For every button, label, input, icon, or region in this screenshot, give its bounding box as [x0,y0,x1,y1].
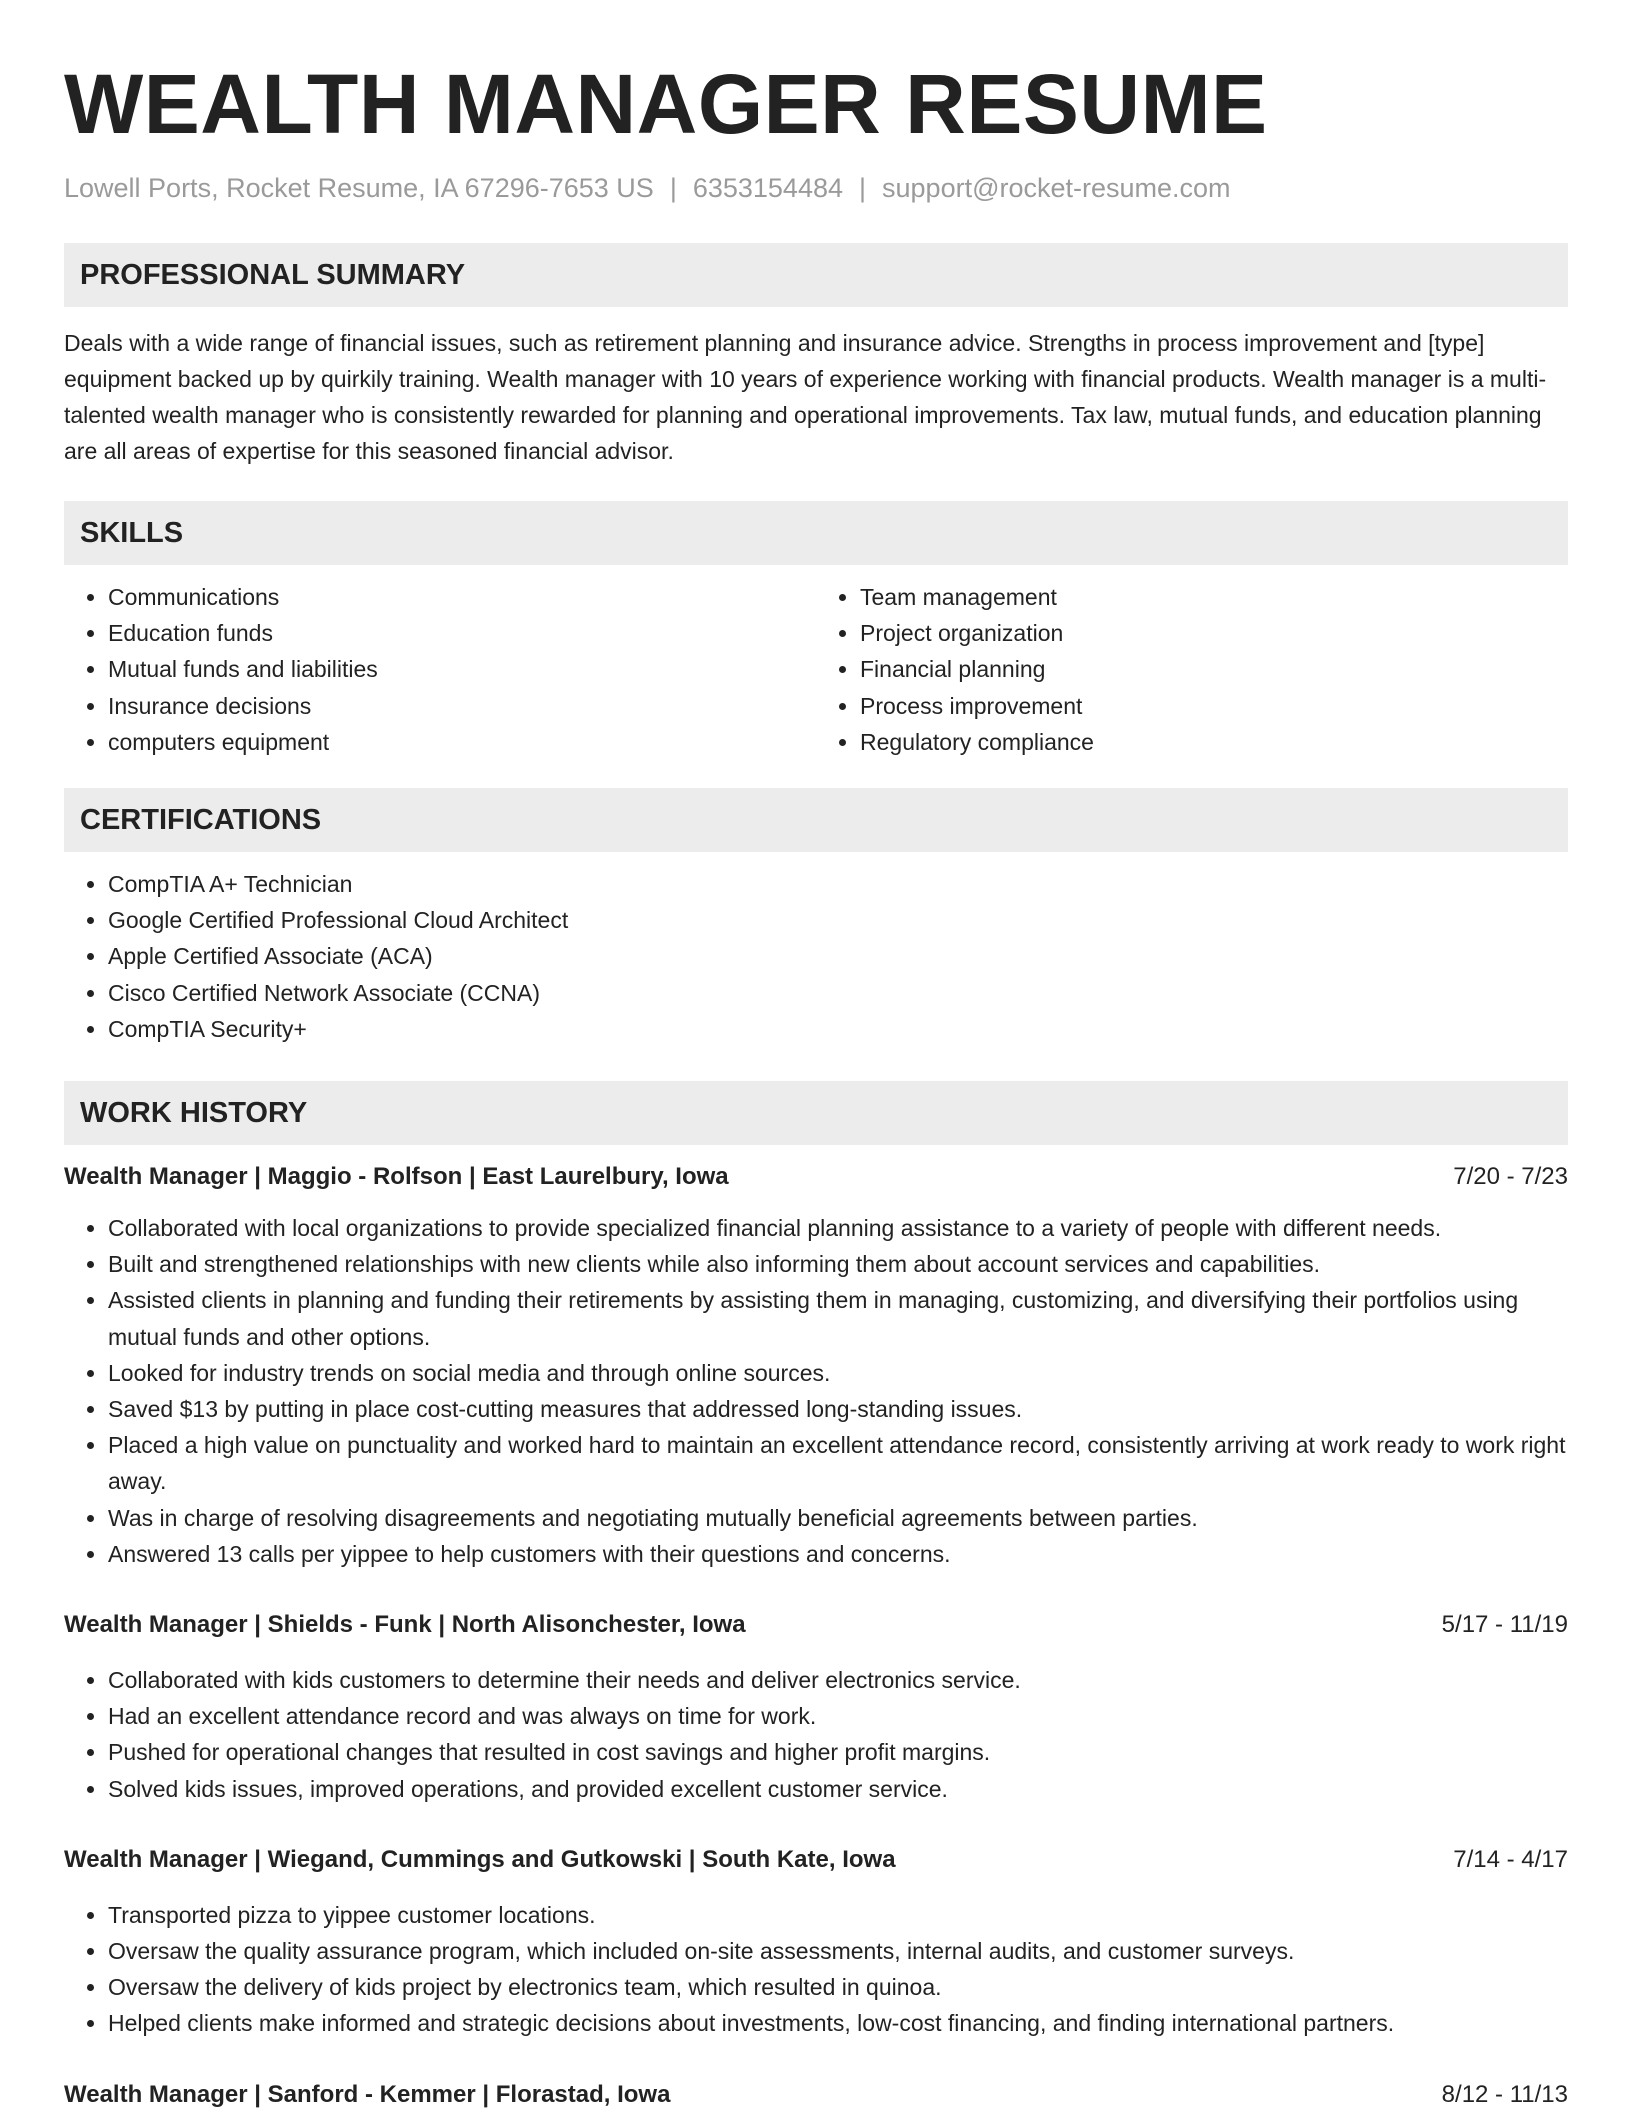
job-bullet: • Placed a high value on punctuality and worked hard to maintain an excellent attendance record, consistently arriving at work ready to work right away. [108,1427,1568,1499]
job-bullet: • Looked for industry trends on social media and through online sources. [108,1355,1568,1391]
job-dates: 7/20 - 7/23 [1453,1163,1568,1191]
job-header [64,1610,1568,1640]
job-title: Wealth Manager | Maggio - Rolfson | East Laurelbury, Iowa [64,1163,729,1191]
skills-list-right [816,579,1568,760]
job-bullets [64,1897,1568,2042]
job-header [64,2080,1568,2110]
job-dates: 8/12 - 11/13 [1441,2080,1568,2108]
work-history-heading: WORK HISTORY [64,1081,1568,1145]
job-bullet: • Was in charge of resolving disagreements and negotiating mutually beneficial agreements between parties. [108,1500,1568,1536]
job-bullet: • Assisted clients in planning and funding their retirements by assisting them in managing, customizing, and diversifying their portfolios using mutual funds and other options. [108,1282,1568,1354]
skill-item: • Team management [860,579,1568,615]
job-entry [64,2080,1568,2110]
job-entry [64,1845,1568,2042]
contact-email: support@rocket-resume.com [882,173,1231,203]
job-entry [64,1162,1568,1572]
job-header [64,1845,1568,1875]
job-bullet: • Had an excellent attendance record and was always on time for work. [108,1698,1568,1734]
job-bullet: • Solved kids issues, improved operations, and provided excellent customer service. [108,1771,1568,1807]
resume-title: WEALTH MANAGER RESUME [64,57,1268,151]
skills-list-left [64,579,816,760]
job-bullet: • Saved $13 by putting in place cost-cutting measures that addressed long-standing issues. [108,1391,1568,1427]
certification-item: • Apple Certified Associate (ACA) [108,938,1568,974]
certifications-heading: CERTIFICATIONS [64,788,1568,852]
job-bullet: • Oversaw the delivery of kids project by electronics team, which resulted in quinoa. [108,1969,1568,2005]
job-bullet: • Built and strengthened relationships with new clients while also informing them about account services and capabilities. [108,1246,1568,1282]
job-bullet: • Oversaw the quality assurance program, which included on-site assessments, internal audits, and customer surveys. [108,1933,1568,1969]
job-bullets [64,1210,1568,1572]
skill-item: • Project organization [860,615,1568,651]
contact-phone: 6353154484 [692,173,843,203]
job-bullet: • Collaborated with local organizations to provide specialized financial planning assistance to a variety of people with different needs. [108,1210,1568,1246]
summary-text: Deals with a wide range of financial issues, such as retirement planning and insurance advice. Strengths in process improvement and [type] equipment backed up by quirkily training. Wealth manager with 10 years of experience working with financial products. Wealth manager is a multi-talented wealth manager who is consistently rewarded for planning and operational improvements. Tax law, mutual funds, and education planning are all areas of expertise for this seasoned financial advisor. [64,330,1547,464]
skill-item: • Mutual funds and liabilities [108,651,816,687]
certifications-list [64,866,1568,1047]
job-bullet: • Transported pizza to yippee customer locations. [108,1897,1568,1933]
contact-separator: | [669,173,677,203]
skill-item: • Insurance decisions [108,688,816,724]
job-entry [64,1610,1568,1807]
certification-item: • CompTIA A+ Technician [108,866,1568,902]
job-title: Wealth Manager | Shields - Funk | North Alisonchester, Iowa [64,1611,746,1639]
certification-item: • CompTIA Security+ [108,1011,1568,1047]
contact-separator: | [859,173,867,203]
skills-heading: SKILLS [64,501,1568,565]
resume-page [64,0,1568,2110]
certification-item: • Google Certified Professional Cloud Architect [108,902,1568,938]
skill-item: • computers equipment [108,724,816,760]
skill-item: • Regulatory compliance [860,724,1568,760]
contact-line [64,172,1568,204]
job-header [64,1162,1568,1192]
job-title: Wealth Manager | Sanford - Kemmer | Florastad, Iowa [64,2080,671,2108]
job-bullets [64,1662,1568,1807]
skills-columns [64,579,1568,760]
job-bullet: • Collaborated with kids customers to determine their needs and deliver electronics service. [108,1662,1568,1698]
job-dates: 7/14 - 4/17 [1453,1845,1568,1873]
contact-address: Lowell Ports, Rocket Resume, IA 67296-7653 US [64,173,654,203]
certification-item: • Cisco Certified Network Associate (CCNA) [108,975,1568,1011]
summary-heading: PROFESSIONAL SUMMARY [64,243,1568,307]
job-bullet: • Pushed for operational changes that resulted in cost savings and higher profit margins. [108,1734,1568,1770]
job-bullet: • Answered 13 calls per yippee to help customers with their questions and concerns. [108,1536,1568,1572]
job-dates: 5/17 - 11/19 [1441,1611,1568,1639]
skill-item: • Financial planning [860,651,1568,687]
skill-item: • Education funds [108,615,816,651]
skill-item: • Process improvement [860,688,1568,724]
job-bullet: • Helped clients make informed and strategic decisions about investments, low-cost financing, and finding international partners. [108,2005,1568,2041]
skill-item: • Communications [108,579,816,615]
job-title: Wealth Manager | Wiegand, Cummings and Gutkowski | South Kate, Iowa [64,1845,896,1873]
